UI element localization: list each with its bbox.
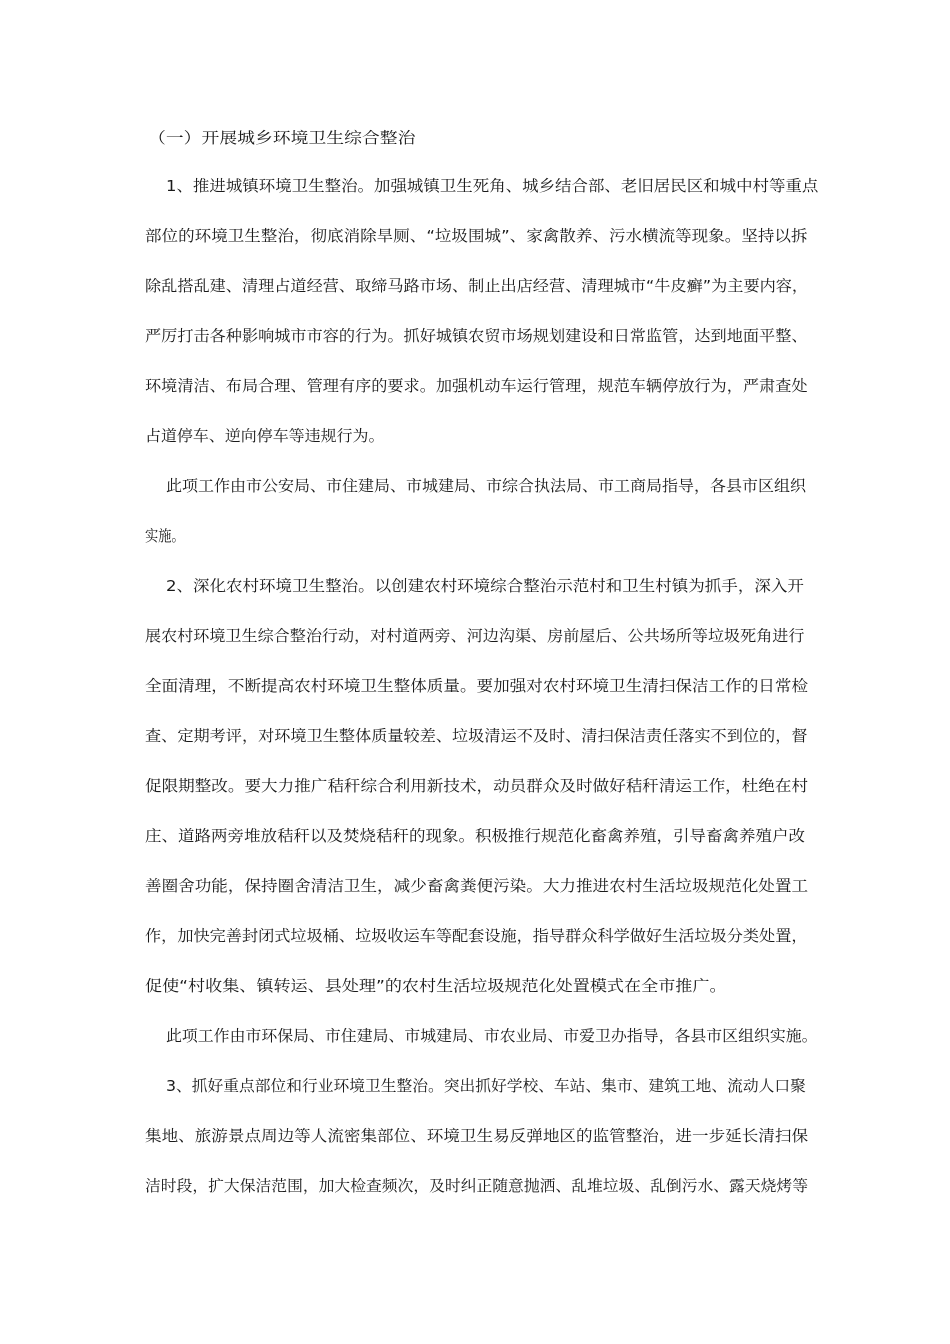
paragraph-3-line-7: 善圈舍功能，保持圈舍清洁卫生，减少畜禽粪便污染。大力推进农村生活垃圾规范化处置工: [145, 877, 809, 895]
paragraph-3-line-9: 促使“村收集、镇转运、县处理”的农村生活垃圾规范化处置模式在全市推广。: [145, 977, 727, 995]
paragraph-1-line-4: 严厉打击各种影响城市市容的行为。抓好城镇农贸市场规划建设和日常监管，达到地面平整、: [145, 327, 808, 345]
paragraph-3-line-5: 促限期整改。要大力推广秸秆综合利用新技术，动员群众及时做好秸秆清运工作，杜绝在村: [145, 777, 809, 795]
paragraph-4-line-1: 此项工作由市环保局、市住建局、市城建局、市农业局、市爱卫办指导，各县市区组织实施。: [166, 1027, 818, 1045]
paragraph-1-line-3: 除乱搭乱建、清理占道经营、取缔马路市场、制止出店经营、清理城市“牛皮癣”为主要内容，: [145, 277, 809, 295]
paragraph-3-line-6: 庄、道路两旁堆放秸秆以及焚烧秸秆的现象。积极推行规范化畜禽养殖，引导畜禽养殖户改: [145, 827, 806, 845]
section-heading: （一）开展城乡环境卫生综合整治: [148, 129, 416, 147]
paragraph-5-line-1: 3、抓好重点部位和行业环境卫生整治。突出抓好学校、车站、集市、建筑工地、流动人口聚: [166, 1077, 806, 1095]
paragraph-2-line-1: 此项工作由市公安局、市住建局、市城建局、市综合执法局、市工商局指导，各县市区组织: [166, 477, 807, 495]
paragraph-1-line-1: 1、推进城镇环境卫生整治。加强城镇卫生死角、城乡结合部、老旧居民区和城中村等重点: [166, 177, 819, 195]
paragraph-3-line-3: 全面清理，不断提高农村环境卫生整体质量。要加强对农村环境卫生清扫保洁工作的日常检: [145, 677, 809, 695]
paragraph-1-line-5: 环境清洁、布局合理、管理有序的要求。加强机动车运行管理，规范车辆停放行为，严肃查处: [145, 377, 808, 395]
paragraph-3-line-1: 2、深化农村环境卫生整治。以创建农村环境综合整治示范村和卫生村镇为抓手，深入开: [166, 577, 804, 595]
paragraph-1-line-2: 部位的环境卫生整治，彻底消除旱厕、“垃圾围城”、家禽散养、污水横流等现象。坚持以拆: [145, 227, 808, 245]
paragraph-3-line-4: 查、定期考评，对环境卫生整体质量较差、垃圾清运不及时、清扫保洁责任落实不到位的，督: [145, 727, 808, 745]
paragraph-3-line-2: 展农村环境卫生综合整治行动，对村道两旁、河边沟渠、房前屋后、公共场所等垃圾死角进行: [145, 627, 805, 645]
paragraph-5-line-2: 集地、旅游景点周边等人流密集部位、环境卫生易反弹地区的监管整治，进一步延长清扫保: [145, 1127, 809, 1145]
paragraph-5-line-3: 洁时段，扩大保洁范围，加大检查频次，及时纠正随意抛洒、乱堆垃圾、乱倒污水、露天烧烤等: [145, 1177, 808, 1195]
paragraph-3-line-8: 作，加快完善封闭式垃圾桶、垃圾收运车等配套设施，指导群众科学做好生活垃圾分类处置，: [145, 927, 808, 945]
paragraph-2-line-2: 实施。: [145, 527, 185, 545]
paragraph-1-line-6: 占道停车、逆向停车等违规行为。: [145, 427, 385, 445]
